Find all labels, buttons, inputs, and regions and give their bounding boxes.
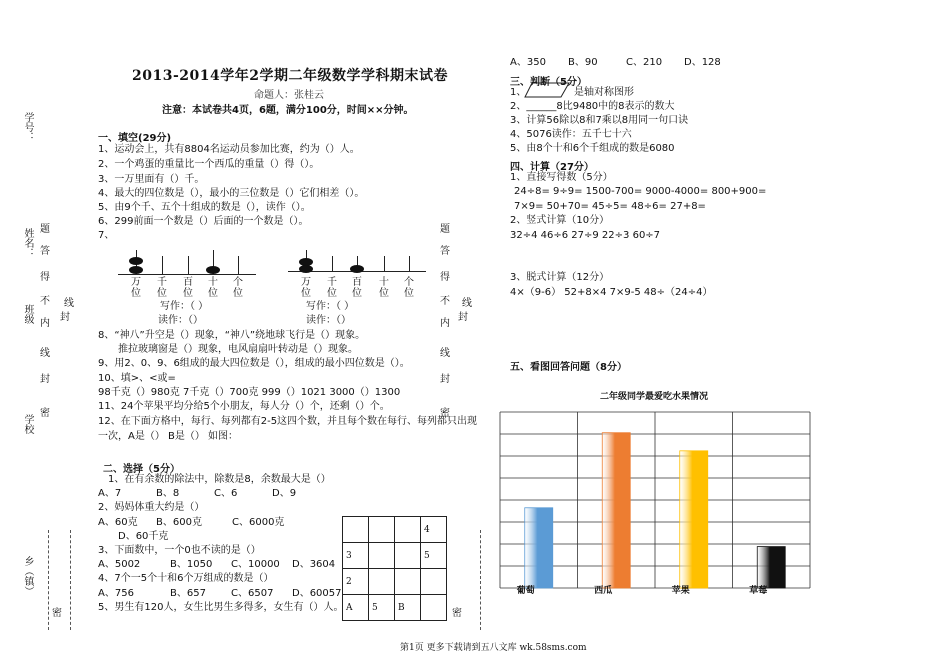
abacus-place-label: 万位 xyxy=(131,277,141,299)
seal-dash-left xyxy=(48,530,49,630)
grid-cell xyxy=(343,517,369,543)
option: C、10000 xyxy=(231,559,280,570)
seal-char: 封 xyxy=(60,312,70,323)
seal-char: 不 xyxy=(440,296,450,307)
option: A、756 xyxy=(98,588,134,599)
option: D、3604 xyxy=(292,559,336,570)
option: C、6507 xyxy=(231,588,274,599)
s1-q6: 6、299前面一个数是（）后面的一个数是（）。 xyxy=(98,216,309,227)
abacus-left-base xyxy=(118,274,256,275)
abacus-left-read: 读作：（） xyxy=(158,315,203,326)
option: C、6 xyxy=(214,488,238,499)
grid-row xyxy=(343,543,447,569)
s3-q5: 5、由8个十和6个千组成的数是6080 xyxy=(510,143,675,154)
grid-cell xyxy=(369,543,395,569)
s4-row3: 32÷4 46÷6 27÷9 22÷3 60÷7 xyxy=(510,230,661,241)
s2-q1: 1、在有余数的除法中，除数是8，余数最大是（） xyxy=(108,474,331,485)
s1-q12b: 一次，A是（） B是（） 如图： xyxy=(98,431,239,442)
chart-category-label: 苹果 xyxy=(671,586,690,596)
abacus-bead xyxy=(350,265,364,273)
page-footer: 第1页 更多下载请到五八文库 wk.58sms.com xyxy=(400,643,587,653)
s1-q8a: 8、“神八”升空是（）现象，“神八”绕地球飞行是（）现象。 xyxy=(98,330,366,341)
s4-row4: 4×（9-6） 52+8×4 7×9-5 48÷（24÷4） xyxy=(510,287,713,298)
grid-cell xyxy=(395,517,421,543)
abacus-right-rod-2 xyxy=(332,256,333,271)
section-3-heading: 三、判断（5分） xyxy=(510,77,587,88)
seal-char: 答 xyxy=(40,246,50,257)
exam-notice: 注意：本试卷共4页，6题，满分100分，时间××分钟。 xyxy=(162,105,414,116)
seal-char: 线 xyxy=(462,298,472,309)
abacus-place-label: 十位 xyxy=(208,277,218,299)
grid-cell xyxy=(369,517,395,543)
option: C、6000克 xyxy=(232,517,285,528)
s3-q4: 4、5076读作：五千七十六 xyxy=(510,129,632,140)
s1-q7: 7、 xyxy=(98,230,115,241)
option: C、210 xyxy=(626,57,663,68)
seal-char: 得 xyxy=(40,272,50,283)
grid-cell: 3 xyxy=(343,543,369,569)
chart-bar xyxy=(602,433,630,588)
grid-cell: B xyxy=(395,595,421,621)
option: B、1050 xyxy=(170,559,213,570)
grid-cell xyxy=(395,543,421,569)
grid-cell: 2 xyxy=(343,569,369,595)
seal-char: 题 xyxy=(40,224,50,235)
seal-char: 答 xyxy=(440,246,450,257)
s1-q1: 1、运动会上，共有8804名运动员参加比赛，约为（）人。 xyxy=(98,144,360,155)
grid-cell xyxy=(421,595,447,621)
parallelogram-icon xyxy=(524,82,570,98)
margin-class: 班级 xyxy=(22,304,33,324)
grid-cell xyxy=(421,569,447,595)
abacus-place-label: 个位 xyxy=(404,277,414,299)
grid-row xyxy=(343,595,447,621)
option: A、5002 xyxy=(98,559,141,570)
section-5-heading: 五、看图回答问题（8分） xyxy=(510,362,627,373)
abacus-right-write: 写作：（ ） xyxy=(306,301,355,312)
option: D、9 xyxy=(272,488,297,499)
section-1-heading: 一、填空(29分) xyxy=(98,133,172,144)
chart-bar xyxy=(680,451,708,588)
seal-char: 内 xyxy=(440,318,450,329)
abacus-right-rod-4 xyxy=(384,256,385,271)
margin-township: 乡（镇） xyxy=(22,556,33,596)
abacus-bead xyxy=(206,266,220,274)
section-4-heading: 四、计算（27分） xyxy=(510,162,594,173)
seal-char: 封 xyxy=(440,374,450,385)
author: 命题人：张桂云 xyxy=(254,90,324,101)
page-title: 2013-2014学年2学期二年级数学学科期末试卷 xyxy=(132,68,448,84)
s4-sub1: 1、直接写得数（5分） xyxy=(510,172,613,183)
seal-char: 不 xyxy=(40,296,50,307)
margin-student-id: 学号： xyxy=(22,112,33,142)
s4-sub2: 2、竖式计算（10分） xyxy=(510,215,610,226)
seal-char: 密 xyxy=(452,608,462,619)
option: A、350 xyxy=(510,57,546,68)
grid-cell: A xyxy=(343,595,369,621)
abacus-left-rod-3 xyxy=(188,256,189,274)
s1-q4: 4、最大的四位数是（），最小的三位数是（）它们相差（）。 xyxy=(98,188,365,199)
s1-q11: 11、24个苹果平均分给5个小朋友，每人分（）个，还剩（）个。 xyxy=(98,401,390,412)
s2-q2-opt-d: D、60千克 xyxy=(118,531,169,542)
chart-bar xyxy=(757,547,785,588)
abacus-place-label: 十位 xyxy=(379,277,389,299)
grid-cell: 5 xyxy=(421,543,447,569)
seal-char: 得 xyxy=(440,272,450,283)
s4-row2: 7×9= 50+70= 45÷5= 48÷6= 27+8= xyxy=(514,201,706,212)
abacus-left-rod-5 xyxy=(238,256,239,274)
abacus-place-label: 千位 xyxy=(157,277,167,299)
s1-q10: 10、填>、<或= xyxy=(98,373,176,384)
s1-q8b: 推拉玻璃窗是（）现象，电风扇扇叶转动是（）现象。 xyxy=(118,344,358,355)
margin-school: 学校 xyxy=(22,414,33,434)
chart-bar xyxy=(525,508,553,588)
option: D、128 xyxy=(684,57,721,68)
seal-char: 线 xyxy=(40,348,50,359)
s2-q5: 5、男生有120人，女生比男生多得多，女生有（）人。 xyxy=(98,602,344,613)
option: B、8 xyxy=(156,488,180,499)
s1-q10-items: 98千克（）980克 7千克（）700克 999（）1021 3000（）1300 xyxy=(98,387,401,398)
s1-q5: 5、由9个千、五个十组成的数是（），读作（）。 xyxy=(98,202,311,213)
seal-char: 线 xyxy=(440,348,450,359)
seal-char: 封 xyxy=(40,374,50,385)
abacus-place-label: 百位 xyxy=(352,277,362,299)
seal-dash-mid xyxy=(480,530,481,630)
s3-q1: 1、 xyxy=(510,87,527,98)
abacus-right-read: 读作：（） xyxy=(306,315,351,326)
abacus-bead xyxy=(129,266,143,274)
option: D、60057 xyxy=(292,588,342,599)
seal-char: 封 xyxy=(458,312,468,323)
s1-q2: 2、一个鸡蛋的重量比一个西瓜的重量（）得（）。 xyxy=(98,159,320,170)
grid-cell: 5 xyxy=(369,595,395,621)
grid-cell: 4 xyxy=(421,517,447,543)
section-2-heading: 二、选择（5分） xyxy=(103,464,180,475)
seal-char: 内 xyxy=(40,318,50,329)
grid-cell xyxy=(395,569,421,595)
s2-q3: 3、下面数中，一个0也不读的是（） xyxy=(98,545,261,556)
s3-q1-rest: 是轴对称图形 xyxy=(574,87,634,98)
option: B、657 xyxy=(170,588,206,599)
abacus-left-write: 写作：（ ） xyxy=(160,301,209,312)
s3-q3: 3、计算56除以8和7乘以8用同一句口诀 xyxy=(510,115,689,126)
s2-q4: 4、7个一5个十和6个万组成的数是（） xyxy=(98,573,274,584)
chart-category-label: 葡萄 xyxy=(516,586,535,596)
s4-row1: 24÷8= 9÷9= 1500-700= 9000-4000= 800+900= xyxy=(514,186,767,197)
margin-name: 姓名： xyxy=(22,228,33,258)
grid-cell xyxy=(369,569,395,595)
abacus-bead xyxy=(129,257,143,265)
seal-char: 线 xyxy=(64,298,74,309)
grid-row xyxy=(343,517,447,543)
option: B、90 xyxy=(568,57,598,68)
abacus-place-label: 百位 xyxy=(183,277,193,299)
option: A、7 xyxy=(98,488,122,499)
s2-q2: 2、妈妈体重大约是（） xyxy=(98,502,205,513)
s4-sub3: 3、脱式计算（12分） xyxy=(510,272,610,283)
s1-q3: 3、一万里面有（）千。 xyxy=(98,174,205,185)
number-grid xyxy=(342,516,447,621)
seal-char: 密 xyxy=(52,608,62,619)
seal-char: 密 xyxy=(40,408,50,419)
abacus-place-label: 万位 xyxy=(301,277,311,299)
fruit-bar-chart xyxy=(495,408,815,600)
seal-char: 题 xyxy=(440,224,450,235)
seal-dash-left-2 xyxy=(70,530,71,630)
s3-q2: 2、______8比9480中的8表示的数大 xyxy=(510,101,675,112)
chart-category-label: 草莓 xyxy=(749,586,768,596)
option: A、60克 xyxy=(98,517,138,528)
abacus-place-label: 千位 xyxy=(327,277,337,299)
seal-char: 密 xyxy=(440,408,450,419)
chart-title: 二年级同学最爱吃水果情况 xyxy=(600,392,709,402)
chart-category-label: 西瓜 xyxy=(594,586,613,596)
abacus-place-label: 个位 xyxy=(233,277,243,299)
abacus-left-rod-2 xyxy=(162,256,163,274)
abacus-right-rod-5 xyxy=(409,256,410,271)
s1-q9: 9、用2、0、9、6组成的最大四位数是（），组成的最小四位数是（）。 xyxy=(98,358,410,369)
option: B、600克 xyxy=(156,517,202,528)
grid-row xyxy=(343,569,447,595)
abacus-bead xyxy=(299,265,313,273)
s1-q12a: 12、在下面方格中，每行、每列都有2-5这四个数，并且每个数在每行、每列都只出现 xyxy=(98,416,478,427)
